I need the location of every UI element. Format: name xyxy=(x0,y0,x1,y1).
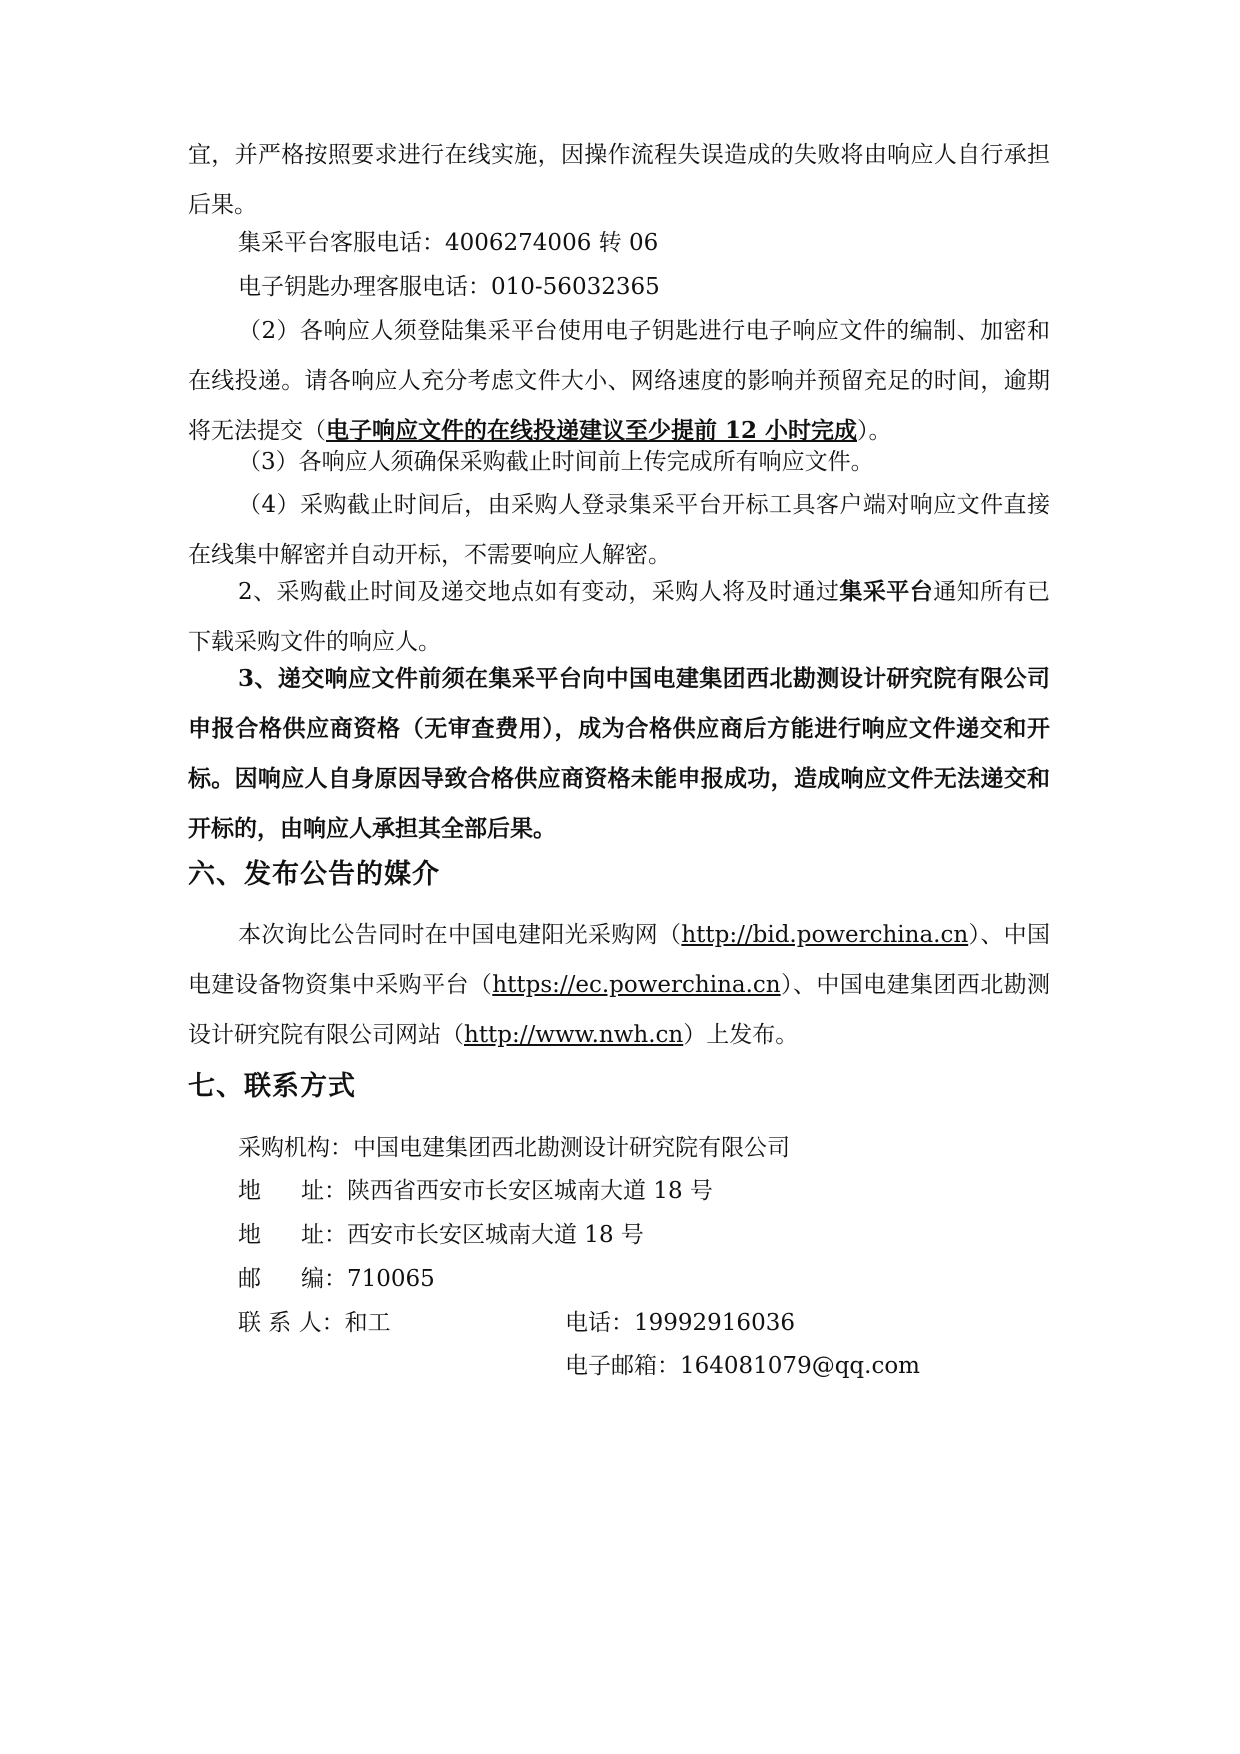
contact-label: 联 系 人： xyxy=(238,1310,345,1336)
paragraph-continuation: 宜，并严格按照要求进行在线实施，因操作流程失误造成的失败将由响应人自行承担后果。 xyxy=(188,142,1050,218)
buyer-label: 采购机构： xyxy=(238,1135,353,1161)
zip-label-char-2: 编： xyxy=(301,1266,347,1292)
platform-hotline: 集采平台客服电话：4006274006 转 06 xyxy=(238,230,659,256)
zip-row xyxy=(238,1260,435,1293)
point-2-paragraph xyxy=(188,567,1050,667)
phone-value: 19992916036 xyxy=(634,1310,795,1336)
phone-label: 电话： xyxy=(565,1310,634,1336)
email-label: 电子邮箱： xyxy=(565,1353,680,1379)
address-row-2 xyxy=(238,1216,644,1249)
section-6-heading: 六、发布公告的媒介 xyxy=(188,859,440,890)
address-value-2: 西安市长安区城南大道 18 号 xyxy=(347,1222,644,1248)
section-6-text-1: 本次询比公告同时在中国电建阳光采购网（ xyxy=(238,922,682,948)
contact-row xyxy=(238,1304,391,1337)
zip-value: 710065 xyxy=(347,1266,435,1292)
address-label-char-1: 地 xyxy=(238,1222,261,1248)
buyer-value: 中国电建集团西北勘测设计研究院有限公司 xyxy=(353,1135,790,1161)
address-label-char-1: 地 xyxy=(238,1178,261,1204)
point-2-post: 通知所有已下载采购文件的响应人。 xyxy=(188,579,1051,655)
address-value-1: 陕西省西安市长安区城南大道 18 号 xyxy=(347,1178,713,1204)
point-3-paragraph: 3、递交响应文件前须在集采平台向中国电建集团西北勘测设计研究院有限公司申报合格供应商资格（无审查费用），成为合格供应商后方能进行响应文件递交和开标。因响应人自身原因导致合格供应商资格未能申报成功，造成响应文件无法递交和开标的，由响应人承担其全部后果。 xyxy=(188,665,1050,842)
address-row-1 xyxy=(238,1172,713,1205)
media-link-bid[interactable]: http://bid.powerchina.cn xyxy=(681,922,969,948)
phone-row xyxy=(565,1304,795,1337)
ekey-hotline: 电子钥匙办理客服电话：010-56032365 xyxy=(238,274,660,300)
address-label-char-2: 址： xyxy=(301,1178,347,1204)
point-2-pre: 2、采购截止时间及递交地点如有变动，采购人将及时通过 xyxy=(238,579,840,605)
contact-value: 和工 xyxy=(344,1310,391,1336)
email-row xyxy=(565,1347,920,1380)
item-2-tail: ）。 xyxy=(857,418,892,444)
section-7-heading: 七、联系方式 xyxy=(188,1071,356,1102)
item-2-paragraph xyxy=(188,306,1050,456)
section-6-text-3: ）、中国电建集团西北勘测设计研究院有限公司网站（ xyxy=(188,972,1051,1048)
item-2-text: （2）各响应人须登陆集采平台使用电子钥匙进行电子响应文件的编制、加密和在线投递。请各响应人充分考虑文件大小、网络速度的影响并预留充足的时间，逾期将无法提交（ xyxy=(188,318,1050,444)
media-link-nwh[interactable]: http://www.nwh.cn xyxy=(464,1022,684,1048)
section-6-paragraph xyxy=(188,910,1050,1060)
email-value[interactable]: 164081079@qq.com xyxy=(680,1353,920,1379)
item-4-paragraph: （4）采购截止时间后，由采购人登录集采平台开标工具客户端对响应文件直接在线集中解密并自动开标，不需要响应人解密。 xyxy=(188,492,1050,568)
point-2-bold: 集采平台 xyxy=(839,578,934,605)
media-link-ec[interactable]: https://ec.powerchina.cn xyxy=(492,972,781,998)
zip-label-char-1: 邮 xyxy=(238,1266,261,1292)
section-6-text-4: ）上发布。 xyxy=(683,1022,799,1048)
section-6-text-2: ）、中国电建设备物资集中采购平台（ xyxy=(188,922,1051,998)
item-2-emphasis: 电子响应文件的在线投递建议至少提前 12 小时完成 xyxy=(326,417,858,444)
item-3-paragraph: （3）各响应人须确保采购截止时间前上传完成所有响应文件。 xyxy=(238,449,874,475)
address-label-char-2: 址： xyxy=(301,1222,347,1248)
buyer-row xyxy=(238,1129,790,1162)
